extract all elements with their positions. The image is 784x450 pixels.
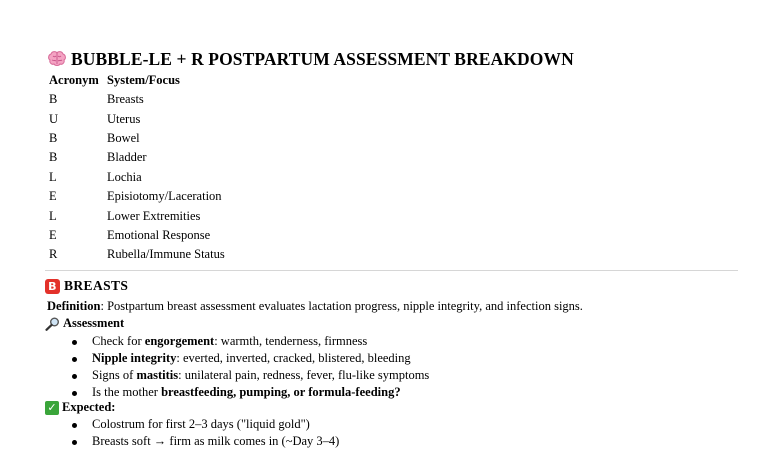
acronym-cell: E: [49, 189, 57, 204]
list-item: [72, 367, 429, 384]
list-item: [72, 433, 339, 450]
list-item: [72, 384, 429, 401]
definition-line: [47, 299, 583, 314]
acronym-cell: U: [49, 111, 59, 126]
system-cell: Lochia: [107, 169, 142, 184]
magnifying-glass-icon: [45, 317, 60, 331]
system-cell: Lower Extremities: [107, 208, 201, 223]
item-text: : everted, inverted, cracked, blistered, bleeding: [176, 351, 411, 365]
acronym-cell: E: [49, 227, 57, 242]
assessment-label: Assessment: [63, 316, 125, 330]
definition-label: Definition: [47, 299, 101, 313]
item-text: Breasts soft → firm as milk comes in (~Day 3–4): [92, 434, 340, 448]
check-mark-icon: ✓: [45, 401, 59, 415]
expected-list: [72, 416, 339, 450]
breasts-heading-text: BREASTS: [64, 278, 129, 293]
table-row: [45, 187, 229, 206]
list-item: [72, 333, 429, 350]
header-acronym: Acronym: [49, 73, 99, 87]
table-row: [45, 206, 229, 225]
acronym-cell: R: [49, 247, 58, 262]
list-item: [72, 416, 339, 433]
definition-text: : Postpartum breast assessment evaluates lactation progress, nipple integrity, and infection signs.: [100, 299, 583, 313]
item-text: Check for: [92, 334, 145, 348]
title-text: BUBBLE-LE + R POSTPARTUM ASSESSMENT BREAKDOWN: [71, 48, 574, 69]
expected-heading: [45, 400, 115, 415]
system-cell: Breasts: [107, 92, 144, 107]
item-text: : unilateral pain, redness, fever, flu-like symptoms: [178, 368, 430, 382]
item-text: : warmth, tenderness, firmness: [214, 334, 368, 348]
table-row: [45, 245, 229, 264]
system-cell: Rubella/Immune Status: [107, 247, 225, 262]
expected-label: Expected:: [62, 400, 116, 414]
table-header-row: [45, 71, 229, 90]
section-divider: [45, 270, 738, 271]
system-cell: Bowel: [107, 130, 140, 145]
letter-b-badge-icon: B: [45, 279, 60, 294]
item-text: Colostrum for first 2–3 days ("liquid gold"): [92, 417, 310, 431]
acronym-table: [45, 71, 229, 265]
table-row: [45, 90, 229, 109]
system-cell: Episiotomy/Laceration: [107, 189, 222, 204]
system-cell: Emotional Response: [107, 227, 211, 242]
item-text: Is the mother: [92, 385, 162, 399]
header-system-focus: System/Focus: [107, 73, 180, 87]
table-row: [45, 109, 229, 128]
acronym-cell: L: [49, 169, 57, 184]
item-bold: breastfeeding, pumping, or formula-feeding?: [161, 385, 401, 399]
assessment-heading: [45, 316, 124, 331]
acronym-cell: B: [49, 92, 58, 107]
item-bold: engorgement: [144, 334, 215, 348]
breasts-heading: [45, 278, 128, 294]
item-text: Signs of: [92, 368, 137, 382]
system-cell: Bladder: [107, 150, 147, 165]
assessment-list: [72, 333, 429, 401]
table-row: [45, 168, 229, 187]
acronym-cell: B: [49, 130, 58, 145]
table-row: [45, 226, 229, 245]
page-title: [47, 48, 574, 70]
item-bold: mastitis: [136, 368, 179, 382]
item-bold: Nipple integrity: [92, 351, 177, 365]
acronym-cell: L: [49, 208, 57, 223]
acronym-cell: B: [49, 150, 58, 165]
brain-icon: [47, 51, 67, 67]
table-row: [45, 148, 229, 167]
table-row: [45, 129, 229, 148]
system-cell: Uterus: [107, 111, 141, 126]
list-item: [72, 350, 429, 367]
